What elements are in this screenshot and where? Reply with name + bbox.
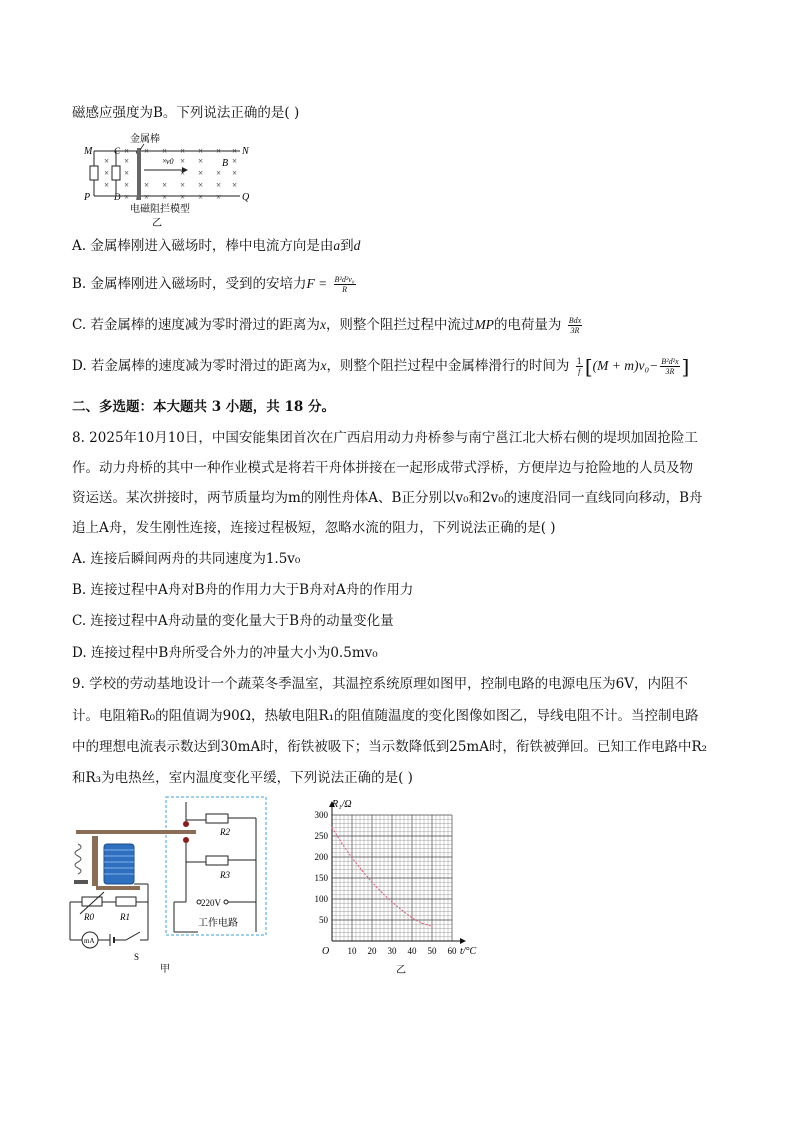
svg-text:B: B: [222, 158, 229, 169]
q9-line1: 9. 学校的劳动基地设计一个蔬菜冬季温室，其温控系统原理如图甲，控制电路的电源电压为6V，内阻不: [72, 676, 689, 692]
q7-intro: 磁感应强度为B。下列说法正确的是( ): [72, 105, 300, 121]
q9-circuit-figure: [68, 792, 274, 977]
svg-text:×: ×: [124, 192, 130, 202]
graph-caption: 乙: [396, 965, 406, 976]
svg-text:×: ×: [104, 168, 110, 178]
svg-text:×: ×: [216, 192, 222, 202]
y-axis-label: R₁/Ω: [332, 799, 352, 810]
svg-text:×: ×: [198, 168, 204, 178]
data-point: [431, 926, 432, 927]
data-point: [331, 827, 332, 828]
data-point: [371, 882, 372, 883]
resistor-r3: [206, 856, 228, 865]
svg-text:×: ×: [180, 168, 186, 178]
q7-option-b: B. 金属棒刚进入磁场时，受到的安培力F = $\frac{\text{B²d²v₀}}{R}$: [72, 275, 355, 294]
x-tick-label: 10: [347, 946, 357, 956]
data-point: [411, 917, 412, 918]
q9-rt-chart: [300, 795, 492, 980]
svg-text:×: ×: [162, 192, 168, 202]
resistor-mid: [112, 166, 120, 180]
q8-line3: 资运送。某次拼接时，两节质量均为m的刚性舟体A、B正分别以v₀和2v₀的速度沿同一直线同向移动，B舟: [72, 490, 703, 506]
svg-text:R0: R0: [84, 912, 94, 922]
svg-text:D: D: [114, 192, 121, 202]
svg-text:R3: R3: [220, 870, 230, 880]
svg-text:×: ×: [232, 168, 238, 178]
x-tick-label: 60: [447, 946, 457, 956]
working-circuit-label: 工作电路: [198, 918, 238, 929]
svg-text:×: ×: [162, 180, 168, 190]
data-point: [341, 843, 342, 844]
data-point: [401, 910, 402, 911]
chart-grid: [332, 815, 452, 941]
y-tick-label: 50: [319, 915, 328, 925]
svg-text:×: ×: [232, 180, 238, 190]
svg-text:×: ×: [180, 146, 186, 156]
svg-text:×: ×: [104, 156, 110, 166]
svg-text:×: ×: [180, 156, 186, 166]
svg-text:v0: v0: [166, 157, 174, 166]
svg-text:×: ×: [232, 156, 238, 166]
y-tick-label: 200: [314, 852, 328, 862]
svg-text:×: ×: [124, 168, 130, 178]
data-point: [421, 923, 422, 924]
svg-text:Q: Q: [242, 192, 250, 203]
svg-text:N: N: [242, 146, 249, 157]
svg-text:×: ×: [180, 192, 186, 202]
x-tick-label: 30: [387, 946, 397, 956]
svg-text:×: ×: [144, 192, 150, 202]
q7-option-c: C. 若金属棒的速度减为零时滑过的距离为x，则整个阻拦过程中流过MP的电荷量为 $\frac{\text{Bdx}}{3R}$: [72, 316, 582, 335]
svg-text:×: ×: [124, 146, 130, 156]
svg-text:C: C: [114, 146, 121, 156]
svg-text:×: ×: [104, 180, 110, 190]
q9-line4: 和R₃为电热丝，室内温度变化平缓，下列说法正确的是( ): [72, 770, 413, 786]
q8-option-c: C. 连接过程中A舟动量的变化量大于B舟的动量变化量: [72, 613, 394, 629]
x-tick-label: 40: [407, 946, 417, 956]
origin-label: O: [322, 946, 330, 957]
svg-text:S: S: [134, 952, 140, 962]
q7-figure: [82, 130, 262, 230]
y-tick-label: 300: [314, 810, 328, 820]
svg-text:×: ×: [162, 156, 168, 166]
q8-line2: 作。动力舟桥的其中一种作业模式是将若干舟体拼接在一起形成带式浮桥，方便岸边与抢险地的人员及物: [72, 460, 693, 476]
svg-text:×: ×: [198, 192, 204, 202]
resistor-left: [90, 166, 98, 180]
q8-option-b: B. 连接过程中A舟对B舟的作用力大于B舟对A舟的作用力: [72, 582, 414, 598]
svg-text:220V: 220V: [201, 898, 221, 908]
metal-rod: [137, 148, 141, 200]
fig-rod-label: 金属棒: [130, 134, 160, 145]
resistor-r0: [82, 897, 102, 906]
svg-text:×: ×: [216, 168, 222, 178]
y-tick-label: 150: [314, 873, 328, 883]
q7-option-d: D. 若金属棒的速度减为零时滑过的距离为x，则整个阻拦过程中金属棒滑行的时间为 $\frac{1}{f}$ [(M + m)v₀− $\frac{\text{B²d²x}}{3R}$ ]: [72, 354, 690, 379]
magnetic-field-crosses: [104, 146, 237, 202]
resistor-r2: [206, 814, 228, 823]
circuit-caption: 甲: [160, 964, 170, 975]
y-tick-label: 250: [314, 831, 328, 841]
fig-model-label: 电磁阻拦模型: [130, 204, 190, 215]
svg-text:R1: R1: [120, 912, 130, 922]
svg-text:×: ×: [144, 180, 150, 190]
svg-text:P: P: [84, 192, 91, 203]
data-point: [381, 892, 382, 893]
q8-line4: 追上A舟，发生刚性连接，连接过程极短，忽略水流的阻力，下列说法正确的是( ): [72, 520, 556, 536]
svg-text:M: M: [84, 146, 93, 157]
q7-option-a: A. 金属棒刚进入磁场时，棒中电流方向是由a到d: [72, 238, 361, 254]
y-tick-label: 100: [314, 894, 328, 904]
svg-text:×: ×: [144, 146, 150, 156]
data-point: [351, 857, 352, 858]
x-tick-label: 20: [367, 946, 377, 956]
q8-line1: 8. 2025年10月10日，中国安能集团首次在广西启用动力舟桥参与南宁邕江北大桥右侧的堤坝加固抢险工: [72, 430, 698, 446]
svg-text:×: ×: [198, 156, 204, 166]
data-point: [391, 901, 392, 902]
svg-text:×: ×: [198, 146, 204, 156]
svg-text:R2: R2: [220, 827, 230, 837]
resistor-r1: [116, 897, 136, 906]
x-tick-label: 50: [427, 946, 437, 956]
armature-bar: [76, 830, 196, 834]
svg-text:×: ×: [232, 146, 238, 156]
svg-text:×: ×: [162, 146, 168, 156]
svg-text:×: ×: [124, 180, 130, 190]
svg-text:×: ×: [124, 156, 130, 166]
q8-option-d: D. 连接过程中B舟所受合外力的冲量大小为0.5mv₀: [72, 645, 378, 661]
switch-s: [126, 932, 140, 940]
x-axis-label: t/°C: [460, 946, 477, 957]
data-point: [361, 870, 362, 871]
q8-option-a: A. 连接后瞬间两舟的共同速度为1.5v₀: [72, 551, 301, 567]
svg-text:×: ×: [216, 146, 222, 156]
svg-text:×: ×: [216, 180, 222, 190]
section-heading: 二、多选题：本大题共 3 小题，共 18 分。: [72, 399, 335, 415]
svg-text:×: ×: [180, 180, 186, 190]
q9-line3: 中的理想电流表示数达到30mA时，衔铁被吸下；当示数降低到25mA时，衔铁被弹回。已知工作电路中R₂: [72, 739, 708, 755]
svg-text:×: ×: [198, 180, 204, 190]
q9-line2: 计。电阻箱R₀的阻值调为90Ω，热敏电阻R₁的阻值随温度的变化图像如图乙，导线电阻不计。当控制电路: [72, 708, 699, 724]
fig-caption: 乙: [152, 218, 162, 229]
svg-text:mA: mA: [84, 937, 95, 945]
spring: [75, 844, 81, 874]
